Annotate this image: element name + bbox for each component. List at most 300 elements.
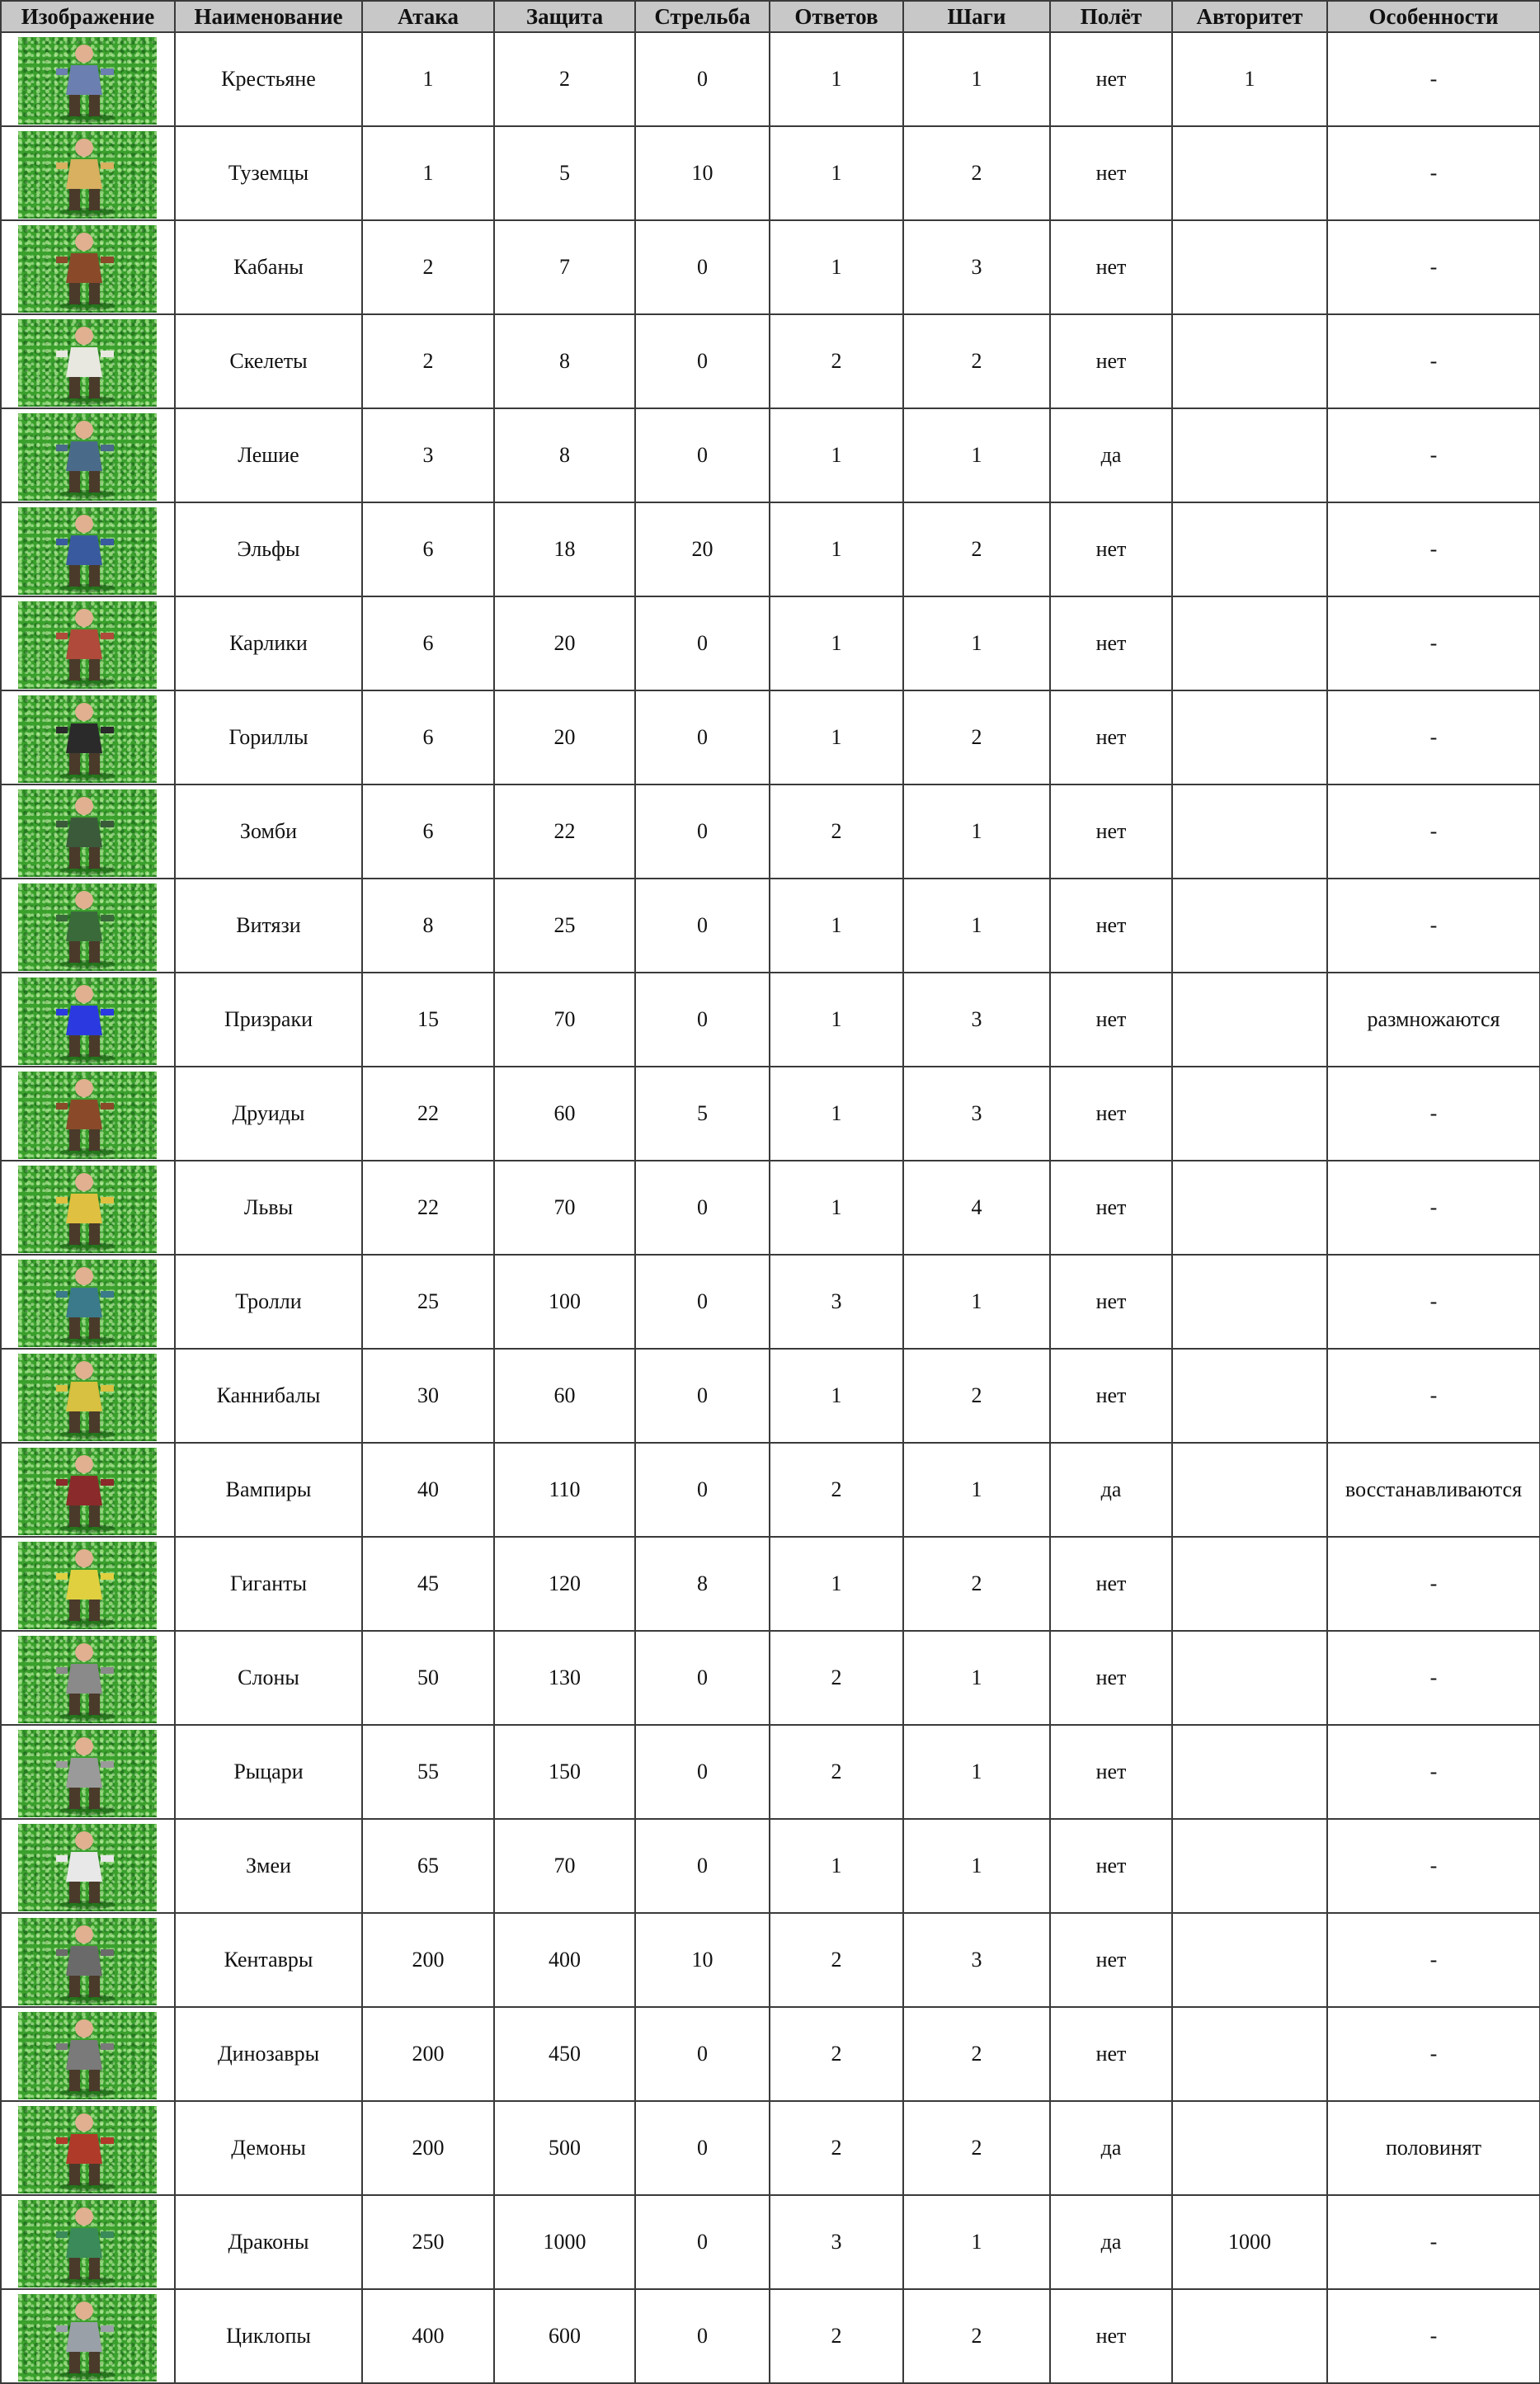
- flight-value: да: [1050, 408, 1172, 502]
- cyclops-icon: [18, 2294, 157, 2382]
- ranged-value: 10: [635, 1913, 770, 2007]
- flight-value: нет: [1050, 1631, 1172, 1725]
- steps-value: 2: [903, 2007, 1050, 2101]
- flight-value: нет: [1050, 32, 1172, 126]
- snake-icon: [18, 1824, 157, 1911]
- unit-image-cell: [1, 2195, 175, 2289]
- elf-archer-icon: [18, 507, 157, 595]
- column-header-flight: Полёт: [1050, 1, 1172, 32]
- defense-value: 120: [494, 1537, 635, 1631]
- attack-value: 55: [362, 1725, 494, 1819]
- special-value: восстанавливаются: [1327, 1443, 1540, 1537]
- unit-name: Лешие: [175, 408, 362, 502]
- unit-name: Динозавры: [175, 2007, 362, 2101]
- attack-value: 65: [362, 1819, 494, 1913]
- authority-value: [1172, 2007, 1327, 2101]
- special-value: -: [1327, 1349, 1540, 1443]
- retaliations-value: 1: [770, 1349, 903, 1443]
- special-value: -: [1327, 220, 1540, 314]
- retaliations-value: 1: [770, 973, 903, 1067]
- unit-image-cell: [1, 1067, 175, 1161]
- steps-value: 2: [903, 2289, 1050, 2383]
- steps-value: 1: [903, 1255, 1050, 1349]
- unit-name: Демоны: [175, 2101, 362, 2195]
- unit-image-cell: [1, 2101, 175, 2195]
- defense-value: 20: [494, 596, 635, 690]
- flight-value: нет: [1050, 502, 1172, 596]
- unit-image-cell: [1, 502, 175, 596]
- attack-value: 30: [362, 1349, 494, 1443]
- defense-value: 2: [494, 32, 635, 126]
- retaliations-value: 1: [770, 879, 903, 973]
- native-icon: [18, 131, 157, 219]
- attack-value: 3: [362, 408, 494, 502]
- table-row: [1, 220, 1540, 314]
- special-value: -: [1327, 784, 1540, 879]
- troll-icon: [18, 1260, 157, 1347]
- special-value: -: [1327, 32, 1540, 126]
- authority-value: [1172, 1631, 1327, 1725]
- skeleton-icon: [18, 319, 157, 407]
- authority-value: [1172, 1349, 1327, 1443]
- unit-name: Тролли: [175, 1255, 362, 1349]
- authority-value: [1172, 1537, 1327, 1631]
- ranged-value: 20: [635, 502, 770, 596]
- table-row: [1, 408, 1540, 502]
- druid-icon: [18, 1072, 157, 1159]
- table-row: [1, 1349, 1540, 1443]
- column-header-special: Особенности: [1327, 1, 1540, 32]
- attack-value: 2: [362, 220, 494, 314]
- defense-value: 500: [494, 2101, 635, 2195]
- steps-value: 2: [903, 314, 1050, 408]
- ranged-value: 0: [635, 1819, 770, 1913]
- steps-value: 2: [903, 1537, 1050, 1631]
- unit-image-cell: [1, 1161, 175, 1255]
- table-row: [1, 32, 1540, 126]
- steps-value: 1: [903, 1819, 1050, 1913]
- attack-value: 45: [362, 1537, 494, 1631]
- special-value: -: [1327, 1725, 1540, 1819]
- steps-value: 1: [903, 32, 1050, 126]
- table-row: [1, 2289, 1540, 2383]
- ghost-icon: [18, 978, 157, 1065]
- flight-value: нет: [1050, 879, 1172, 973]
- unit-image-cell: [1, 879, 175, 973]
- authority-value: [1172, 973, 1327, 1067]
- retaliations-value: 1: [770, 1067, 903, 1161]
- defense-value: 60: [494, 1349, 635, 1443]
- unit-name: Гиганты: [175, 1537, 362, 1631]
- unit-image-cell: [1, 1631, 175, 1725]
- unit-name: Карлики: [175, 596, 362, 690]
- table-row: [1, 973, 1540, 1067]
- attack-value: 6: [362, 596, 494, 690]
- unit-name: Зомби: [175, 784, 362, 879]
- retaliations-value: 1: [770, 1819, 903, 1913]
- authority-value: [1172, 2101, 1327, 2195]
- warrior-icon: [18, 883, 157, 971]
- flight-value: нет: [1050, 1349, 1172, 1443]
- table-row: [1, 1443, 1540, 1537]
- ranged-value: 0: [635, 784, 770, 879]
- defense-value: 5: [494, 126, 635, 220]
- flight-value: нет: [1050, 596, 1172, 690]
- ranged-value: 10: [635, 126, 770, 220]
- retaliations-value: 1: [770, 596, 903, 690]
- flight-value: нет: [1050, 1255, 1172, 1349]
- authority-value: [1172, 784, 1327, 879]
- unit-image-cell: [1, 596, 175, 690]
- table-row: [1, 596, 1540, 690]
- ranged-value: 0: [635, 1443, 770, 1537]
- unit-image-cell: [1, 1537, 175, 1631]
- retaliations-value: 1: [770, 126, 903, 220]
- defense-value: 7: [494, 220, 635, 314]
- defense-value: 110: [494, 1443, 635, 1537]
- giant-icon: [18, 1542, 157, 1629]
- authority-value: [1172, 1913, 1327, 2007]
- unit-name: Змеи: [175, 1819, 362, 1913]
- authority-value: [1172, 314, 1327, 408]
- special-value: -: [1327, 1537, 1540, 1631]
- unit-name: Эльфы: [175, 502, 362, 596]
- retaliations-value: 1: [770, 408, 903, 502]
- retaliations-value: 3: [770, 1255, 903, 1349]
- retaliations-value: 1: [770, 220, 903, 314]
- authority-value: [1172, 1161, 1327, 1255]
- unit-name: Львы: [175, 1161, 362, 1255]
- ranged-value: 0: [635, 220, 770, 314]
- defense-value: 18: [494, 502, 635, 596]
- unit-name: Призраки: [175, 973, 362, 1067]
- table-row: [1, 690, 1540, 784]
- defense-value: 400: [494, 1913, 635, 2007]
- zombie-icon: [18, 789, 157, 877]
- unit-image-cell: [1, 408, 175, 502]
- ranged-value: 0: [635, 1725, 770, 1819]
- steps-value: 4: [903, 1161, 1050, 1255]
- ranged-value: 8: [635, 1537, 770, 1631]
- unit-name: Драконы: [175, 2195, 362, 2289]
- authority-value: [1172, 596, 1327, 690]
- column-header-attack: Атака: [362, 1, 494, 32]
- gorilla-icon: [18, 695, 157, 783]
- flight-value: нет: [1050, 220, 1172, 314]
- centaur-icon: [18, 1918, 157, 2005]
- unit-name: Друиды: [175, 1067, 362, 1161]
- steps-value: 1: [903, 784, 1050, 879]
- elephant-icon: [18, 1636, 157, 1723]
- attack-value: 15: [362, 973, 494, 1067]
- flight-value: нет: [1050, 973, 1172, 1067]
- steps-value: 2: [903, 502, 1050, 596]
- defense-value: 8: [494, 408, 635, 502]
- special-value: -: [1327, 596, 1540, 690]
- column-header-defense: Защита: [494, 1, 635, 32]
- unit-image-cell: [1, 1255, 175, 1349]
- defense-value: 25: [494, 879, 635, 973]
- authority-value: 1000: [1172, 2195, 1327, 2289]
- unit-image-cell: [1, 2007, 175, 2101]
- defense-value: 100: [494, 1255, 635, 1349]
- special-value: -: [1327, 1631, 1540, 1725]
- unit-image-cell: [1, 220, 175, 314]
- table-row: [1, 1067, 1540, 1161]
- table-row: [1, 502, 1540, 596]
- authority-value: [1172, 1067, 1327, 1161]
- dinosaur-icon: [18, 2012, 157, 2099]
- retaliations-value: 1: [770, 502, 903, 596]
- table-row: [1, 1725, 1540, 1819]
- attack-value: 1: [362, 126, 494, 220]
- steps-value: 2: [903, 690, 1050, 784]
- peasant-icon: [18, 37, 157, 125]
- unit-name: Витязи: [175, 879, 362, 973]
- boar-icon: [18, 225, 157, 313]
- flight-value: нет: [1050, 1819, 1172, 1913]
- retaliations-value: 2: [770, 2101, 903, 2195]
- special-value: -: [1327, 1067, 1540, 1161]
- vampire-icon: [18, 1448, 157, 1535]
- flight-value: нет: [1050, 126, 1172, 220]
- attack-value: 200: [362, 2007, 494, 2101]
- retaliations-value: 1: [770, 690, 903, 784]
- special-value: -: [1327, 1819, 1540, 1913]
- attack-value: 2: [362, 314, 494, 408]
- column-header-steps: Шаги: [903, 1, 1050, 32]
- special-value: половинят: [1327, 2101, 1540, 2195]
- special-value: -: [1327, 502, 1540, 596]
- column-header-authority: Авторитет: [1172, 1, 1327, 32]
- ranged-value: 0: [635, 32, 770, 126]
- table-row: [1, 1537, 1540, 1631]
- unit-image-cell: [1, 314, 175, 408]
- unit-name: Рыцари: [175, 1725, 362, 1819]
- steps-value: 1: [903, 596, 1050, 690]
- table-row: [1, 1161, 1540, 1255]
- authority-value: [1172, 1725, 1327, 1819]
- ranged-value: 0: [635, 2195, 770, 2289]
- flight-value: нет: [1050, 2007, 1172, 2101]
- attack-value: 6: [362, 784, 494, 879]
- defense-value: 8: [494, 314, 635, 408]
- ranged-value: 0: [635, 1349, 770, 1443]
- authority-value: [1172, 408, 1327, 502]
- table-row: [1, 879, 1540, 973]
- special-value: -: [1327, 1255, 1540, 1349]
- steps-value: 3: [903, 220, 1050, 314]
- unit-name: Вампиры: [175, 1443, 362, 1537]
- lion-icon: [18, 1166, 157, 1253]
- header-row: [1, 1, 1540, 32]
- flight-value: нет: [1050, 1913, 1172, 2007]
- unit-image-cell: [1, 2289, 175, 2383]
- unit-image-cell: [1, 784, 175, 879]
- table-row: [1, 1913, 1540, 2007]
- ranged-value: 0: [635, 2007, 770, 2101]
- unit-image-cell: [1, 1349, 175, 1443]
- table-row: [1, 1631, 1540, 1725]
- flight-value: нет: [1050, 2289, 1172, 2383]
- attack-value: 40: [362, 1443, 494, 1537]
- defense-value: 60: [494, 1067, 635, 1161]
- ranged-value: 0: [635, 408, 770, 502]
- authority-value: [1172, 690, 1327, 784]
- attack-value: 1: [362, 32, 494, 126]
- attack-value: 6: [362, 690, 494, 784]
- flight-value: нет: [1050, 1537, 1172, 1631]
- unit-image-cell: [1, 1819, 175, 1913]
- steps-value: 3: [903, 1913, 1050, 2007]
- attack-value: 22: [362, 1161, 494, 1255]
- flight-value: да: [1050, 2195, 1172, 2289]
- steps-value: 1: [903, 2195, 1050, 2289]
- steps-value: 3: [903, 973, 1050, 1067]
- special-value: -: [1327, 126, 1540, 220]
- authority-value: [1172, 2289, 1327, 2383]
- table-row: [1, 1255, 1540, 1349]
- column-header-retaliations: Ответов: [770, 1, 903, 32]
- authority-value: [1172, 220, 1327, 314]
- unit-name: Циклопы: [175, 2289, 362, 2383]
- special-value: -: [1327, 408, 1540, 502]
- ranged-value: 0: [635, 690, 770, 784]
- retaliations-value: 2: [770, 1631, 903, 1725]
- flight-value: да: [1050, 1443, 1172, 1537]
- special-value: -: [1327, 879, 1540, 973]
- ranged-value: 0: [635, 1161, 770, 1255]
- unit-name: Кентавры: [175, 1913, 362, 2007]
- unit-name: Туземцы: [175, 126, 362, 220]
- table-row: [1, 2101, 1540, 2195]
- table-row: [1, 1819, 1540, 1913]
- table-row: [1, 2007, 1540, 2101]
- attack-value: 250: [362, 2195, 494, 2289]
- flight-value: нет: [1050, 1161, 1172, 1255]
- column-header-ranged: Стрельба: [635, 1, 770, 32]
- special-value: размножаются: [1327, 973, 1540, 1067]
- steps-value: 1: [903, 1631, 1050, 1725]
- unit-image-cell: [1, 1725, 175, 1819]
- defense-value: 70: [494, 1161, 635, 1255]
- steps-value: 3: [903, 1067, 1050, 1161]
- unit-image-cell: [1, 32, 175, 126]
- dwarf-icon: [18, 601, 157, 689]
- unit-image-cell: [1, 1443, 175, 1537]
- wood-goblin-icon: [18, 413, 157, 501]
- ranged-value: 0: [635, 973, 770, 1067]
- steps-value: 1: [903, 1725, 1050, 1819]
- ranged-value: 0: [635, 1631, 770, 1725]
- steps-value: 1: [903, 408, 1050, 502]
- steps-value: 1: [903, 879, 1050, 973]
- unit-image-cell: [1, 690, 175, 784]
- steps-value: 1: [903, 1443, 1050, 1537]
- defense-value: 150: [494, 1725, 635, 1819]
- authority-value: [1172, 126, 1327, 220]
- steps-value: 2: [903, 2101, 1050, 2195]
- cannibal-icon: [18, 1354, 157, 1441]
- defense-value: 70: [494, 973, 635, 1067]
- retaliations-value: 2: [770, 314, 903, 408]
- retaliations-value: 2: [770, 2289, 903, 2383]
- defense-value: 20: [494, 690, 635, 784]
- defense-value: 450: [494, 2007, 635, 2101]
- retaliations-value: 1: [770, 32, 903, 126]
- ranged-value: 5: [635, 1067, 770, 1161]
- defense-value: 70: [494, 1819, 635, 1913]
- unit-name: Слоны: [175, 1631, 362, 1725]
- table-row: [1, 314, 1540, 408]
- special-value: -: [1327, 2007, 1540, 2101]
- flight-value: нет: [1050, 784, 1172, 879]
- ranged-value: 0: [635, 314, 770, 408]
- unit-name: Каннибалы: [175, 1349, 362, 1443]
- attack-value: 200: [362, 1913, 494, 2007]
- table-row: [1, 126, 1540, 220]
- unit-image-cell: [1, 973, 175, 1067]
- steps-value: 2: [903, 126, 1050, 220]
- ranged-value: 0: [635, 879, 770, 973]
- retaliations-value: 1: [770, 1537, 903, 1631]
- knight-icon: [18, 1730, 157, 1817]
- defense-value: 1000: [494, 2195, 635, 2289]
- authority-value: [1172, 502, 1327, 596]
- table-body: [1, 32, 1540, 2383]
- unit-image-cell: [1, 126, 175, 220]
- unit-name: Скелеты: [175, 314, 362, 408]
- defense-value: 600: [494, 2289, 635, 2383]
- retaliations-value: 2: [770, 784, 903, 879]
- demon-icon: [18, 2106, 157, 2193]
- retaliations-value: 2: [770, 2007, 903, 2101]
- table-row: [1, 784, 1540, 879]
- flight-value: нет: [1050, 690, 1172, 784]
- ranged-value: 0: [635, 1255, 770, 1349]
- authority-value: [1172, 1443, 1327, 1537]
- attack-value: 6: [362, 502, 494, 596]
- flight-value: да: [1050, 2101, 1172, 2195]
- unit-image-cell: [1, 1913, 175, 2007]
- dragon-icon: [18, 2200, 157, 2287]
- attack-value: 400: [362, 2289, 494, 2383]
- authority-value: [1172, 1819, 1327, 1913]
- attack-value: 50: [362, 1631, 494, 1725]
- flight-value: нет: [1050, 1725, 1172, 1819]
- ranged-value: 0: [635, 2289, 770, 2383]
- retaliations-value: 2: [770, 1913, 903, 2007]
- column-header-image: Изображение: [1, 1, 175, 32]
- table-row: [1, 2195, 1540, 2289]
- attack-value: 22: [362, 1067, 494, 1161]
- ranged-value: 0: [635, 2101, 770, 2195]
- ranged-value: 0: [635, 596, 770, 690]
- special-value: -: [1327, 2195, 1540, 2289]
- steps-value: 2: [903, 1349, 1050, 1443]
- special-value: -: [1327, 314, 1540, 408]
- unit-name: Крестьяне: [175, 32, 362, 126]
- retaliations-value: 3: [770, 2195, 903, 2289]
- unit-name: Кабаны: [175, 220, 362, 314]
- flight-value: нет: [1050, 314, 1172, 408]
- special-value: -: [1327, 1913, 1540, 2007]
- attack-value: 25: [362, 1255, 494, 1349]
- defense-value: 22: [494, 784, 635, 879]
- attack-value: 8: [362, 879, 494, 973]
- attack-value: 200: [362, 2101, 494, 2195]
- authority-value: [1172, 1255, 1327, 1349]
